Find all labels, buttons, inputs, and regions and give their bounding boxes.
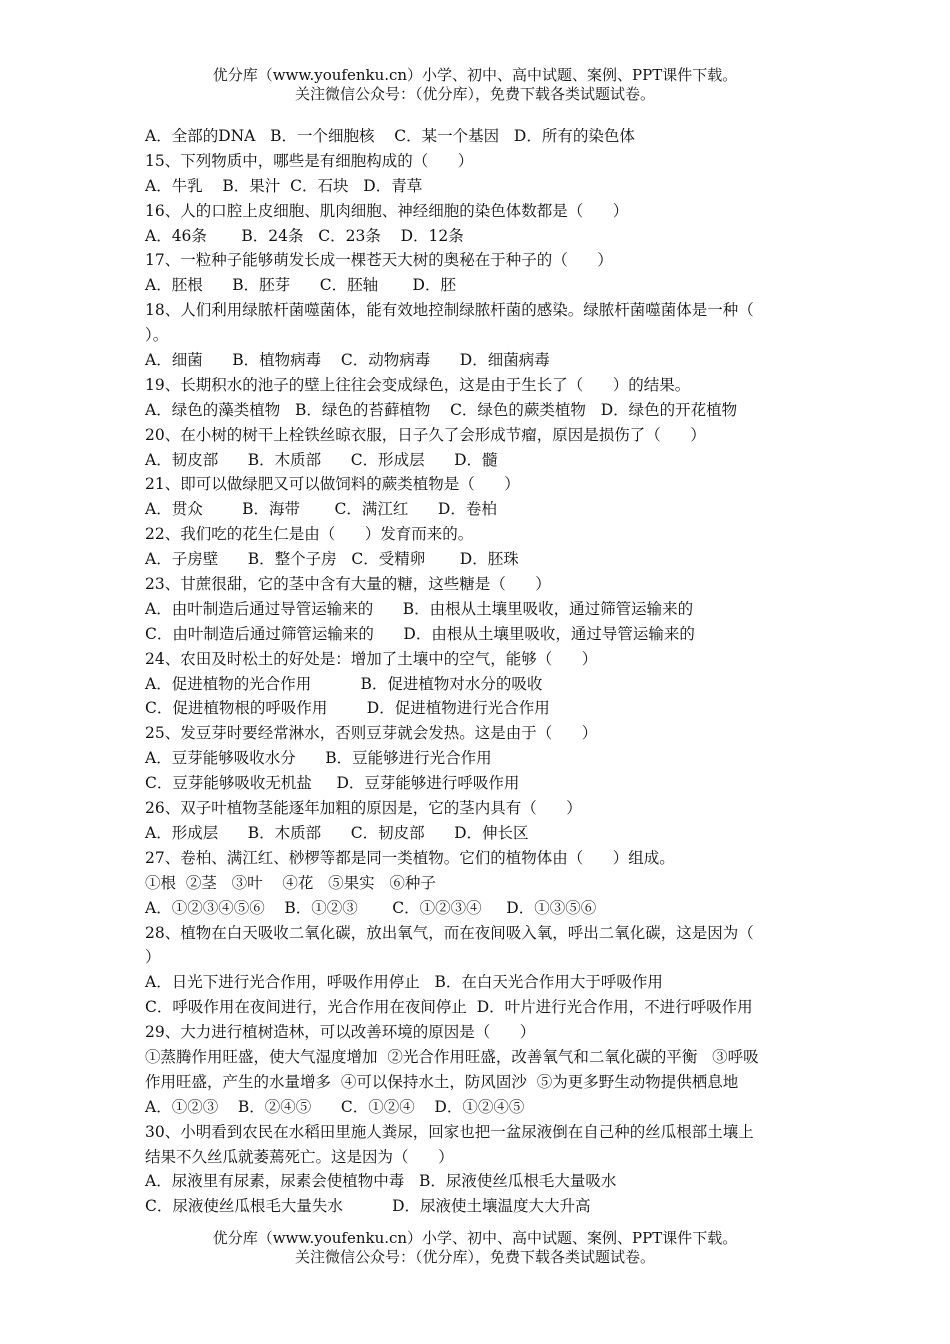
- text-line: A．46条 B．24条 C．23条 D．12条: [145, 226, 464, 245]
- text-line: A．牛乳 B．果汁 C．石块 D．青草: [145, 176, 423, 195]
- text-line: A．形成层 B．木质部 C．韧皮部 D．伸长区: [145, 823, 529, 842]
- text-line: 结果不久丝瓜就萎蔫死亡。这是因为（ ）: [145, 1147, 454, 1166]
- text-line: 19、长期积水的池子的壁上往往会变成绿色，这是由于生长了（ ）的结果。: [145, 375, 691, 394]
- text-line: 23、甘蔗很甜，它的茎中含有大量的糖，这些糖是（ ）: [145, 575, 551, 594]
- text-line: 26、双子叶植物茎能逐年加粗的原因是，它的茎内具有（ ）: [145, 799, 582, 818]
- text-line: A．韧皮部 B．木质部 C．形成层 D．髓: [145, 450, 498, 469]
- text-line: 22、我们吃的花生仁是由（ ）发育而来的。: [145, 525, 474, 544]
- text-line: 30、小明看到农民在水稻田里施人粪尿，回家也把一盆尿液倒在自己种的丝瓜根部土壤上: [145, 1122, 754, 1141]
- text-line: A．豆芽能够吸收水分 B．豆能够进行光合作用: [145, 749, 492, 768]
- text-line: C．呼吸作用在夜间进行，光合作用在夜间停止 D．叶片进行光合作用，不进行呼吸作用: [145, 998, 753, 1017]
- text-line: A．①②③ B．②④⑤ C．①②④ D．①②④⑤: [145, 1097, 525, 1116]
- text-line: A．尿液里有尿素，尿素会使植物中毒 B．尿液使丝瓜根毛大量吸水: [145, 1172, 617, 1191]
- text-line: ）。: [145, 326, 169, 345]
- footer-line-2: 关注微信公众号：（优分库），免费下载各类试题试卷。: [294, 1248, 655, 1266]
- text-line: A．子房壁 B．整个子房 C．受精卵 D．胚珠: [145, 550, 519, 569]
- header-line-2: 关注微信公众号：（优分库），免费下载各类试题试卷。: [294, 85, 655, 103]
- text-line: ①根 ②茎 ③叶 ④花 ⑤果实 ⑥种子: [145, 873, 436, 892]
- text-line: C．促进植物根的呼吸作用 D．促进植物进行光合作用: [145, 699, 550, 718]
- text-line: 15、下列物质中，哪些是有细胞构成的（ ）: [145, 151, 474, 170]
- text-line: 21、即可以做绿肥又可以做饲料的蕨类植物是（ ）: [145, 475, 520, 494]
- text-line: 24、农田及时松土的好处是：增加了土壤中的空气，能够（ ）: [145, 649, 598, 668]
- text-line: A．贯众 B．海带 C．满江红 D．卷柏: [145, 500, 497, 519]
- text-line: A．由叶制造后通过导管运输来的 B．由根从土壤里吸收，通过筛管运输来的: [145, 599, 694, 618]
- text-line: 20、在小树的树干上栓铁丝晾衣服，日子久了会形成节瘤，原因是损伤了（ ）: [145, 425, 706, 444]
- header-line-1: 优分库（www.youfenku.cn）小学、初中、高中试题、案例、PPT课件下载。: [212, 66, 738, 84]
- page-header: [0, 66, 950, 104]
- text-line: 25、发豆芽时要经常淋水，否则豆芽就会发热。这是由于（ ）: [145, 724, 598, 743]
- text-line: 16、人的口腔上皮细胞、肌肉细胞、神经细胞的染色体数都是（ ）: [145, 201, 629, 220]
- text-line: 18、人们利用绿脓杆菌噬菌体，能有效地控制绿脓杆菌的感染。绿脓杆菌噬菌体是一种（: [145, 301, 754, 320]
- text-line: 17、一粒种子能够萌发长成一棵苍天大树的奥秘在于种子的（ ）: [145, 251, 613, 270]
- footer-line-1: 优分库（www.youfenku.cn）小学、初中、高中试题、案例、PPT课件下载。: [212, 1229, 738, 1247]
- text-line: ①蒸腾作用旺盛，使大气湿度增加 ②光合作用旺盛，改善氧气和二氧化碳的平衡 ③呼吸: [145, 1047, 759, 1066]
- text-line: A．绿色的藻类植物 B．绿色的苔藓植物 C．绿色的蕨类植物 D．绿色的开花植物: [145, 400, 738, 419]
- text-line: A．日光下进行光合作用，呼吸作用停止 B．在白天光合作用大于呼吸作用: [145, 973, 663, 992]
- text-line: 27、卷柏、满江红、桫椤等都是同一类植物。它们的植物体由（ ）组成。: [145, 848, 675, 867]
- text-line: C．尿液使丝瓜根毛大量失水 D．尿液使土壤温度大大升高: [145, 1197, 591, 1216]
- page-footer: [0, 1229, 950, 1267]
- text-line: C．豆芽能够吸收无机盐 D．豆芽能够进行呼吸作用: [145, 774, 520, 793]
- text-line: A．胚根 B．胚芽 C．胚轴 D．胚: [145, 276, 456, 295]
- question-content: [145, 124, 813, 1219]
- text-line: 作用旺盛，产生的水量增多 ④可以保持水土，防风固沙 ⑤为更多野生动物提供栖息地: [145, 1072, 739, 1091]
- text-line: A．①②③④⑤⑥ B．①②③ C．①②③④ D．①③⑤⑥: [145, 898, 597, 917]
- text-line: 29、大力进行植树造林，可以改善环境的原因是（ ）: [145, 1023, 536, 1042]
- text-line: ）: [145, 948, 161, 967]
- text-line: A．促进植物的光合作用 B．促进植物对水分的吸收: [145, 674, 543, 693]
- text-line: A．细菌 B．植物病毒 C．动物病毒 D．细菌病毒: [145, 351, 550, 370]
- text-line: C．由叶制造后通过筛管运输来的 D．由根从土壤里吸收，通过导管运输来的: [145, 624, 695, 643]
- text-line: 28、植物在白天吸收二氧化碳，放出氧气，而在夜间吸入氧，呼出二氧化碳，这是因为（: [145, 923, 754, 942]
- text-line: A．全部的DNA B．一个细胞核 C．某一个基因 D．所有的染色体: [145, 127, 635, 145]
